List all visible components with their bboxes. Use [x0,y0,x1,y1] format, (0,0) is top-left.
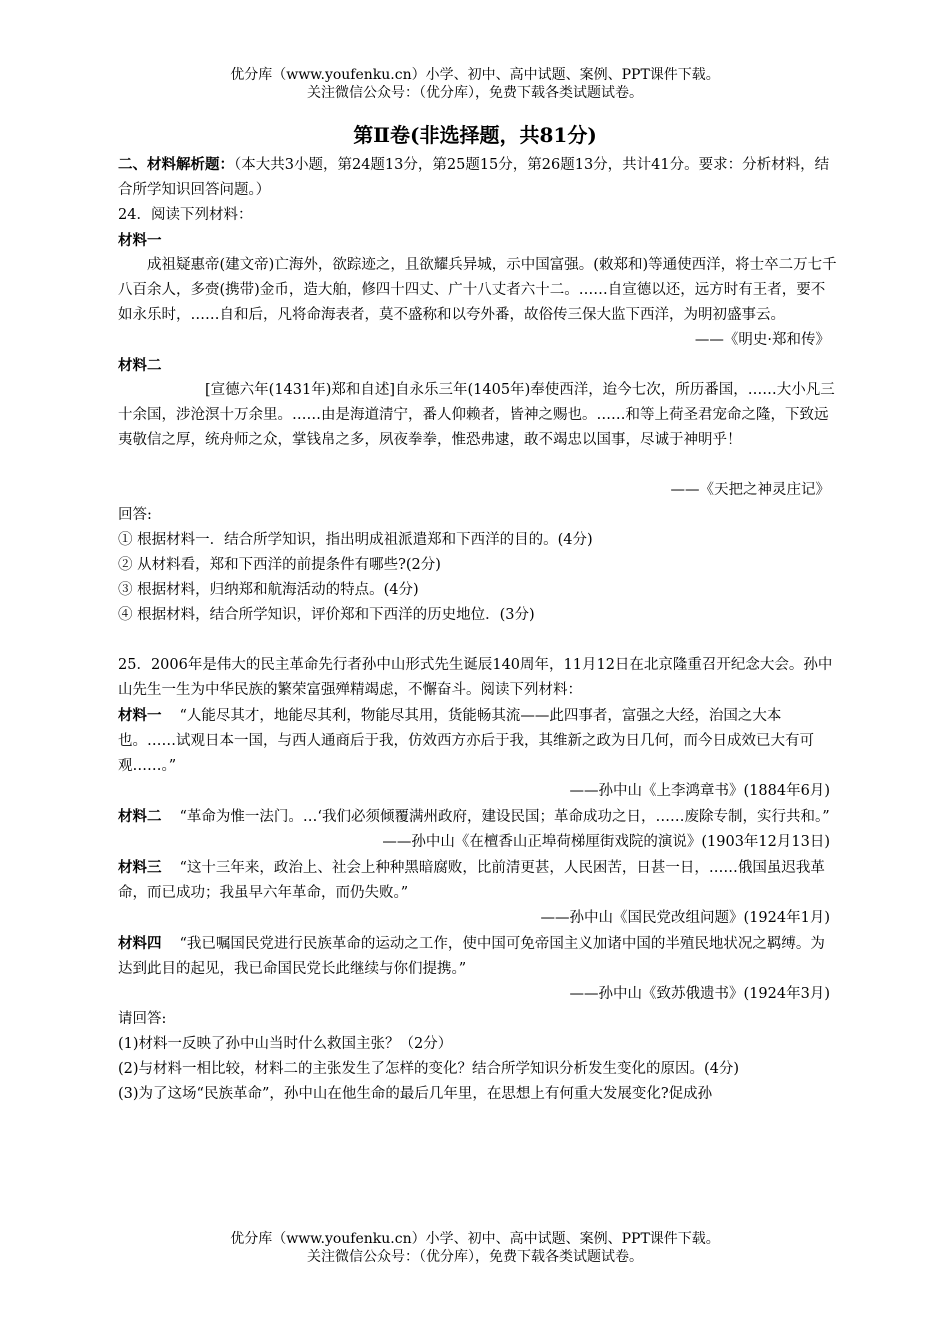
header-line-1: 优分库（www.youfenku.cn）小学、初中、高中试题、案例、PPT课件下载。 [230,67,720,83]
q24-material-1-text: 成祖疑惠帝(建文帝)亡海外，欲踪迹之，且欲耀兵异城，示中国富强。(敕郑和)等通使西洋，将士卒二万七千八百余人，多赍(携带)金币，造大舶，修四十四丈、广十八丈者六十二。……自宣德以还，远方时有王者，要不如永乐时，……自和后，凡将命海表者，莫不盛称和以夸外番，故俗传三保大监下西洋，为明初盛事云。 [118,257,837,323]
footer-line-2: 关注微信公众号：（优分库），免费下载各类试题试卷。 [307,1249,643,1265]
q25-material-3-text: “这十三年来，政治上、社会上种种黑暗腐败，比前清更甚，人民困苦，日甚一日，……俄国虽迟我革命，而已成功；我虽早六年革命，而仍失败。” [118,860,825,901]
q25-material-3 [118,855,838,906]
q24-intro: 24．阅读下列材料： [118,207,253,223]
q24-question-1: ① 根据材料一．结合所学知识，指出明成祖派遣郑和下西洋的目的。(4分) [118,532,593,548]
q25-material-4-text: “我已嘱国民党进行民族革命的运动之工作，使中国可免帝国主义加诸中国的半殖民地状况之羁缚。为达到此目的起见，我已命国民党长此继续与你们提携。” [118,936,825,977]
q25-material-4-source: ——孙中山《致苏俄遗书》(1924年3月) [569,986,830,1002]
page-header [0,66,950,102]
q25-material-1-text: “人能尽其才，地能尽其利，物能尽其用，货能畅其流——此四事者，富强之大经，治国之大本也。……试观日本一国，与西人通商后于我，仿效西方亦后于我，其维新之政为日几何，而今日成效已大有可观……。” [118,708,814,774]
q25-material-2 [118,804,838,830]
spacer [118,628,838,653]
q25-answer-label: 请回答: [118,1011,167,1027]
footer-line-1: 优分库（www.youfenku.cn）小学、初中、高中试题、案例、PPT课件下载。 [230,1231,720,1247]
q24-answer-label: 回答: [118,507,152,523]
q24-material-2-label: 材料二 [118,357,162,374]
q24-material-2-source: ——《天把之神灵庄记》 [670,482,830,498]
q25-material-3-label: 材料三 [118,859,162,876]
section-title: 第Ⅱ卷(非选择题，共81分) [353,123,597,147]
q25-material-2-source: ——孙中山《在檀香山正埠荷梯厘街戏院的演说》(1903年12月13日) [382,834,830,850]
q25-material-4-label: 材料四 [118,935,162,952]
page-footer [0,1230,950,1266]
q25-material-2-text: “革命为惟一法门。…‘我们必须倾覆满州政府，建设民国；革命成功之日，……废除专制，实行共和。” [179,809,830,825]
q25-question-3: (3)为了这场“民族革命”，孙中山在他生命的最后几年里，在思想上有何重大发展变化?促成孙 [118,1086,713,1102]
part2-heading: 二、材料解析题： [118,156,234,173]
part2-note: （本大共3小题，第24题13分，第25题15分，第26题13分，共计41分。要求：分析材料，结合所学知识回答问题。） [118,157,830,198]
q25-question-1: (1)材料一反映了孙中山当时什么救国主张？（2分） [118,1036,453,1052]
q25-material-1-source: ——孙中山《上李鸿章书》(1884年6月) [569,783,830,799]
header-line-2: 关注微信公众号：（优分库），免费下载各类试题试卷。 [307,85,643,101]
q25-material-1 [118,703,838,779]
q25-material-2-label: 材料二 [118,808,162,825]
q24-question-3: ③ 根据材料，归纳郑和航海活动的特点。(4分) [118,582,419,598]
q24-material-1-source: ——《明史·郑和传》 [694,332,830,348]
q25-question-2: (2)与材料一相比较，材料二的主张发生了怎样的变化？结合所学知识分析发生变化的原因。(4分) [118,1061,740,1077]
q25-material-4 [118,931,838,982]
spacer [118,453,838,478]
part2-instructions [118,152,838,203]
q25-material-3-source: ——孙中山《国民党改组问题》(1924年1月) [540,910,830,926]
q24-question-4: ④ 根据材料，结合所学知识，评价郑和下西洋的历史地位．(3分) [118,607,535,623]
q24-material-2-text: [宣德六年(1431年)郑和自述]自永乐三年(1405年)奉使西洋，迨今七次，所历番国，……大小凡三十余国，涉沧溟十万余里。……由是海道清宁，番人仰赖者，皆神之赐也。……和等上荷圣君宠命之隆，下致远夷敬信之厚，统舟师之众，掌钱帛之多，夙夜拳拳，惟恐弗逮，敢不竭忠以国事，尽诚于神明乎！ [118,382,835,448]
exam-content [118,152,838,1107]
q25-intro: 25．2006年是伟大的民主革命先行者孙中山形式先生诞辰140周年，11月12日在北京隆重召开纪念大会。孙中山先生一生为中华民族的繁荣富强殚精竭虑，不懈奋斗。阅读下列材料： [118,657,833,698]
q24-material-1-label: 材料一 [118,232,162,249]
q24-question-2: ② 从材料看，郑和下西洋的前提条件有哪些?(2分) [118,557,441,573]
q25-material-1-label: 材料一 [118,707,162,724]
